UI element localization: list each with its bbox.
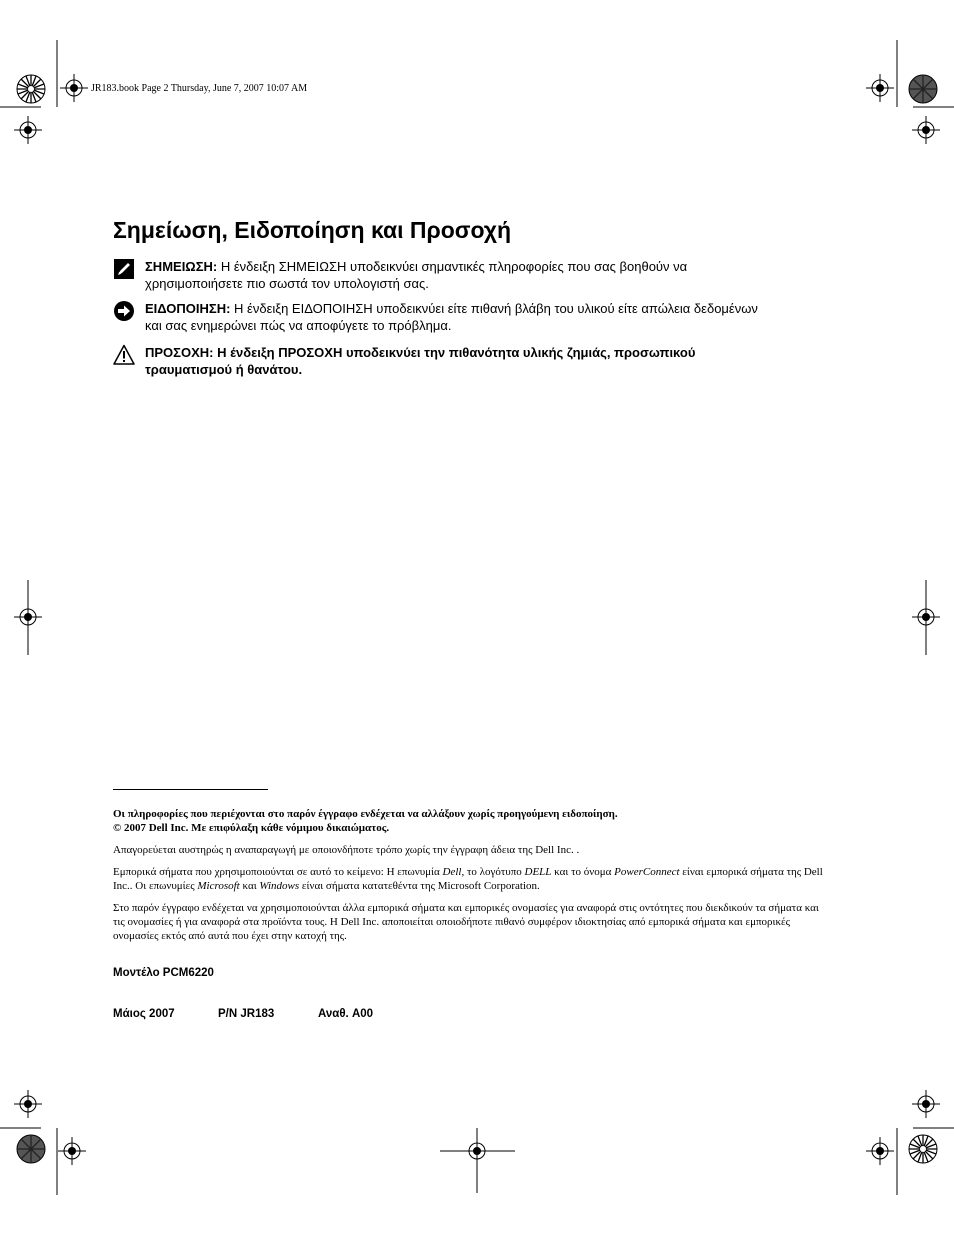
registration-target-icon — [912, 603, 940, 631]
trademarks-text: Εμπορικά σήματα που χρησιμοποιούνται σε αυτό το κείμενο: Η επωνυμία — [113, 866, 443, 878]
note-text — [145, 258, 773, 292]
caution-text — [145, 344, 773, 378]
caution-block — [113, 344, 773, 380]
legal-change-notice: Οι πληροφορίες που περιέχονται στο παρόν έγγραφο ενδέχεται να αλλάξουν χωρίς προηγούμενη ειδοποίηση. — [113, 808, 618, 820]
legal-notice — [113, 807, 823, 835]
trademarks-text: είναι σήματα κατατεθέντα της Microsoft Corporation. — [299, 880, 540, 892]
starburst-target-icon — [16, 74, 46, 104]
starburst-target-icon — [908, 1134, 938, 1164]
caution-body: Η ένδειξη ΠΡΟΣΟΧΗ υποδεικνύει την πιθανότητα υλικής ζημιάς, προσωπικού τραυματισμού ή θανάτου. — [145, 345, 696, 377]
warning-triangle-icon — [113, 344, 135, 366]
note-label: ΣΗΜΕΙΩΣΗ: — [145, 259, 218, 274]
model-number: Μοντέλο PCM6220 — [113, 967, 214, 979]
registration-target-icon — [58, 1137, 86, 1165]
note-block — [113, 258, 773, 294]
note-body: Η ένδειξη ΣΗΜΕΙΩΣΗ υποδεικνύει σημαντικές πληροφορίες που σας βοηθούν να χρησιμοποιήσετε πιο σωστά τον υπολογιστή σας. — [145, 259, 688, 291]
part-number: P/N JR183 — [218, 1008, 275, 1020]
trademark-windows: Windows — [259, 880, 300, 892]
registration-target-icon — [866, 1137, 894, 1165]
trademarks-text: , το λογότυπο — [461, 866, 525, 878]
reproduction-notice: Απαγορεύεται αυστηρώς η αναπαραγωγή με οποιονδήποτε τρόπο χωρίς την έγγραφη άδεια της Dell Inc. . — [113, 844, 580, 856]
print-file-info: JR183.book Page 2 Thursday, June 7, 2007 10:07 AM — [91, 83, 308, 94]
registration-target-icon — [912, 116, 940, 144]
pencil-note-icon — [113, 258, 135, 280]
registration-target-icon — [866, 74, 894, 102]
crop-line — [476, 1128, 478, 1193]
arrow-circle-icon — [113, 300, 135, 322]
registration-target-icon — [14, 116, 42, 144]
trademarks-paragraph — [113, 865, 823, 893]
caution-label: ΠΡΟΣΟΧΗ: — [145, 345, 214, 360]
registration-target-icon — [60, 74, 88, 102]
notice-block — [113, 300, 773, 336]
copyright-line: © 2007 Dell Inc. Με επιφύλαξη κάθε νόμιμου δικαιώματος. — [113, 822, 390, 834]
footnote-divider — [113, 789, 268, 790]
revision: Αναθ. A00 — [318, 1008, 374, 1020]
other-trademarks-paragraph: Στο παρόν έγγραφο ενδέχεται να χρησιμοποιούνται άλλα εμπορικά σήματα και εμπορικές ονομασίες για αναφορά στις οντότητες που διεκδικούν τα σήματα και τις ονομασίες ή για αναφορά στα προϊόντα τους. Η Dell Inc. αποποιείται οποιοδήποτε πιθανό συμφέρον ιδιοκτησίας από εμπορικά σήματα και εμπορικές ονομασίες εκτός από αυτά που έχει στην κατοχή της. — [113, 902, 819, 942]
notice-body: Η ένδειξη ΕΙΔΟΠΟΙΗΣΗ υποδεικνύει είτε πιθανή βλάβη του υλικού είτε απώλεια δεδομένων και σας ενημερώνει πώς να αποφύγετε το πρόβλημα. — [145, 301, 758, 333]
publication-date: Μάιος 2007 — [113, 1008, 175, 1020]
registration-target-icon — [14, 603, 42, 631]
starburst-target-icon — [908, 74, 938, 104]
notice-label: ΕΙΔΟΠΟΙΗΣΗ: — [145, 301, 231, 316]
registration-target-icon — [912, 1090, 940, 1118]
trademark-dell: Dell — [442, 866, 462, 878]
trademarks-text: είναι εμπορικά σήματα της Dell Inc.. Οι επωνυμίες — [113, 866, 823, 892]
trademark-powerconnect: PowerConnect — [614, 866, 680, 878]
trademarks-text: και — [239, 880, 260, 892]
starburst-target-icon — [16, 1134, 46, 1164]
trademarks-text: και το όνομα — [551, 866, 615, 878]
trademark-microsoft: Microsoft — [197, 880, 240, 892]
trademark-dell-logo: DELL — [524, 866, 552, 878]
page-title: Σημείωση, Ειδοποίηση και Προσοχή — [113, 217, 512, 243]
registration-target-icon — [14, 1090, 42, 1118]
notice-text — [145, 300, 773, 334]
